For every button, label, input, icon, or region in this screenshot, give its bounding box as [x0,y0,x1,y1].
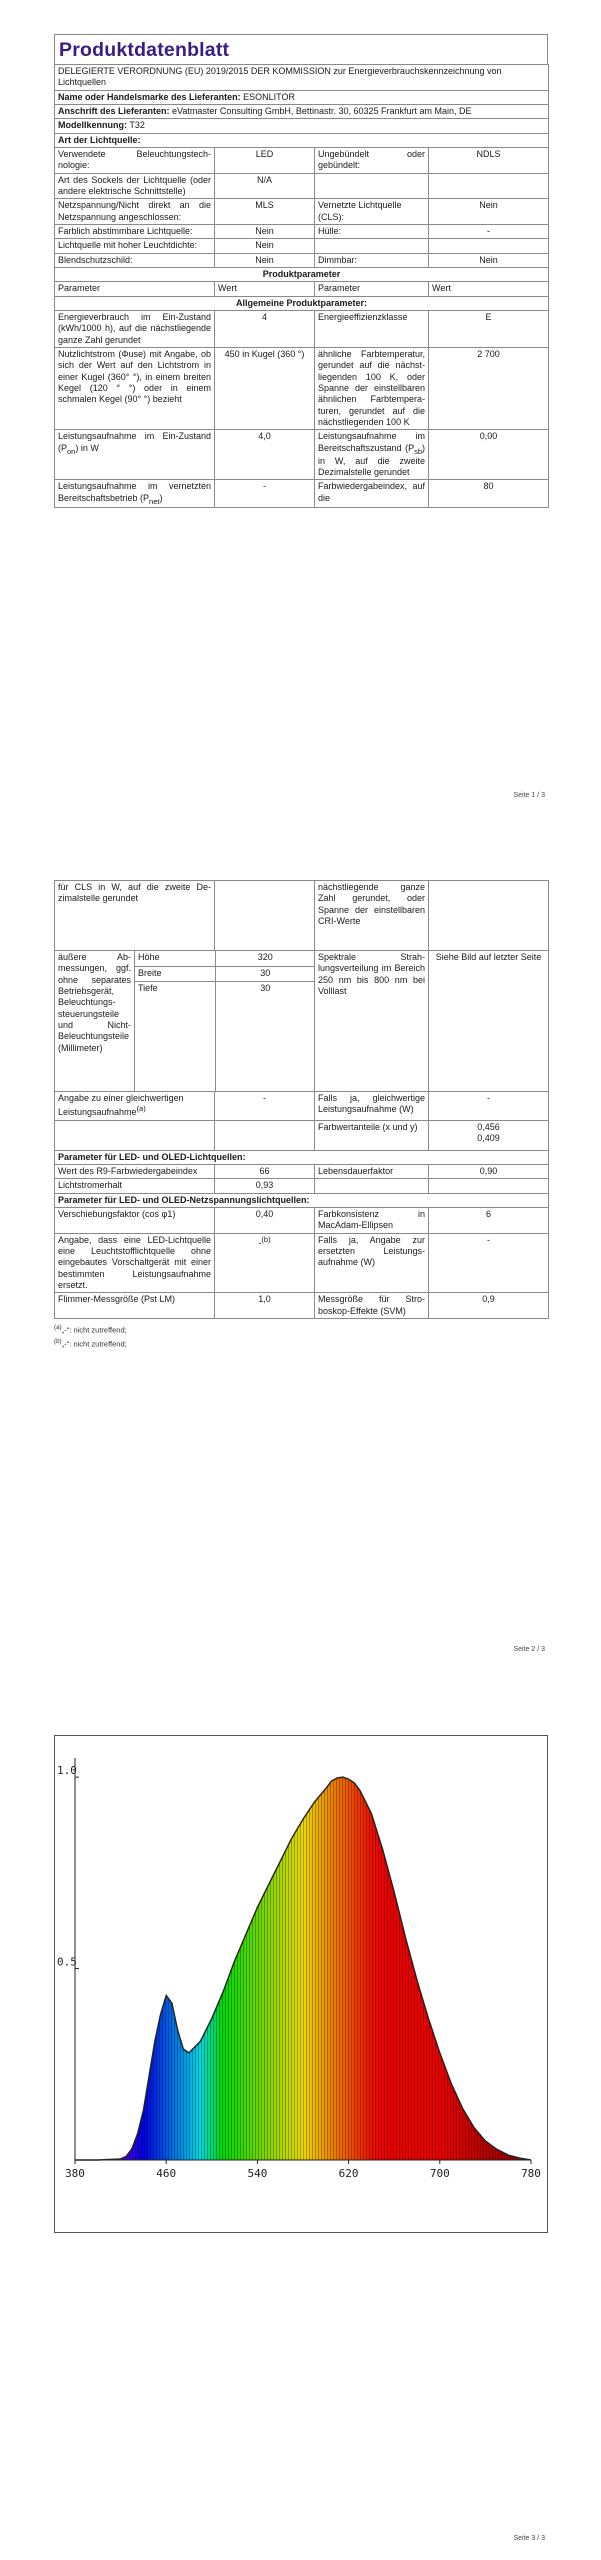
table-row: Netzspannung/Nicht direkt an die Netzspannung angeschlossen: MLS Vernetzte Lichtquelle (CLS): Nein [55,199,549,225]
datasheet-table-1 [54,64,549,508]
product-params-heading: Produktparameter [55,267,549,281]
model-id: Modellkennung: T32 [55,119,549,133]
led-params-heading: Parameter für LED- und OLED-Lichtquellen: [55,1150,549,1164]
general-params-heading: Allgemeine Produktparameter: [55,296,549,310]
table-row: Verschiebungsfaktor (cos φ1) 0,40 Farbkonsistenz in MacAdam-Ellipsen 6 [55,1207,549,1233]
supplier-address: Anschrift des Lieferanten: eVatmaster Consulting GmbH, Bettinastr. 30, 60325 Frankfurt am Main, DE [55,104,549,118]
page-number: Seite 1 / 3 [513,792,545,799]
table-row: Lichtstromerhalt 0,93 [55,1179,549,1193]
x-tick-label: 540 [247,2167,268,2180]
table-row: Angabe, dass eine LED-Lichtquelle eine Leuchtstofflichtquelle ohne eingebautes Vorschaltgerät mit einer bestimmten Leistungsaufnahme ersetzt. -$^{(b)}$ Falls ja, Angabe zur ersetzten Leistungsaufnahme (W) - [55,1233,549,1293]
table-row: Farblich abstimmbare Lichtquelle: Nein Hülle: - [55,224,549,238]
column-header-row: Parameter Wert Parameter Wert [55,282,549,296]
table-row: für CLS in W, auf die zweite Dezimalstelle gerundet nächstliegende ganze Zahl gerundet, oder Spanne der einstellbaren CRI-Werte [55,881,549,951]
table-row: Leistungsaufnahme im Ein-Zustand $(P_{on})$ in W 4,0 Leistungsaufnahme im Bereitschaftszustand $(P_{sb})$ in W, auf die zweite Dezimalstelle gerundet 0,00 [55,430,549,480]
table-row: Flimmer-Messgröße (Pst LM) 1,0 Messgröße für Stroboskop-Effekte (SVM) 0,9 [55,1293,549,1319]
page-3 [0,1735,601,2560]
page-number: Seite 3 / 3 [513,2535,545,2542]
dimensions-label: äußere Abmessungen, ggf. ohne separates Betriebsgerät, Beleuchtungssteuerungsteile und Nicht-Beleuchtungsteile (Millimeter) [55,951,135,1092]
spectral-distribution-chart [54,1735,548,2233]
datasheet-page-1 [54,34,548,508]
table-row: Leistungsaufnahme im vernetzten Bereitschaftsbetrieb $(P_{net})$ - Farbwiedergabeindex, auf die 80 [55,480,549,508]
supplier-name: Name oder Handelsmarke des Lieferanten: ESONLITOR [55,90,549,104]
spectrum-svg [55,1736,549,2234]
x-tick-label: 780 [521,2167,541,2180]
table-row: äußere Abmessungen, ggf. ohne separates Betriebsgerät, Beleuchtungssteuerungsteile und Nicht-Beleuchtungsteile (Millimeter) Höhe 320 Breite 30 Tiefe 30 Spektrale Strahlungsverteilung im Bereich 250 nm bis 800 nm bei Volllast Siehe Bild auf letzter Seite [55,951,549,1092]
table-row: Nutzlichtstrom (Φuse) mit Angabe, ob sich der Wert auf den Lichtstrom in einer Kugel (360° °), in einem breiten Kegel (120 ° °) oder in einem schmalen Kegel (90° °) bezieht 450 in Kugel (360 °) ähnliche Farbtemperatur, gerundet auf die nächstliegenden 100 K, oder Spanne der einstellbaren ähnlichen Farbtemperaturen, gerundet auf die nächstliegenden 100 K 2 700 [55,347,549,429]
table-row: Angabe zu einer gleichwertigen Leistungsaufnahme$^{(a)}$ - Falls ja, gleichwertige Leistungsaufnahme (W) - [55,1092,549,1121]
table-row: Energieverbrauch im Ein-Zustand (kWh/1000 h), auf die nächstliegende ganze Zahl gerundet 4 Energieeffizienzklasse E [55,310,549,347]
table-row: Farbwertanteile (x und y) 0,456 0,409 [55,1120,549,1150]
footnotes [54,1323,548,1352]
mains-params-heading: Parameter für LED- und OLED-Netzspannungslichtquellen: [55,1193,549,1207]
table-row: Lichtquelle mit hoher Leuchtdichte: Nein [55,239,549,253]
page-1 [0,0,601,820]
datasheet-table-2 [54,880,549,1319]
footnote-a: $^{(a)}$„-": nicht zutreffend; [54,1323,127,1335]
table-row: Verwendete Beleuchtungstechnologie: LED Ungebündelt oder gebündelt: NDLS [55,147,549,173]
y-tick-label: 0.5 [57,1955,77,1969]
spectrum-hatching [75,1777,531,2160]
x-tick-label: 380 [65,2167,85,2180]
light-source-type-heading: Art der Lichtquelle: [55,133,549,147]
regulation-text: DELEGIERTE VERORDNUNG (EU) 2019/2015 DER KOMMISSION zur Energieverbrauchskennzeichnung von Lichtquellen [55,65,549,91]
table-row: Blendschutzschild: Nein Dimmbar: Nein [55,253,549,267]
table-row: Wert des R9-Farbwiedergabeindex 66 Lebensdauerfaktor 0,90 [55,1164,549,1178]
footnote-b: $^{(b)}$„-": nicht zutreffend; [54,1338,127,1349]
datasheet-page-2 [54,880,548,1351]
datasheet-title: Produktdatenblatt [54,34,548,64]
page-2 [0,880,601,1670]
x-tick-label: 620 [338,2167,359,2180]
dimensions-subtable: Höhe 320 Breite 30 Tiefe 30 [135,951,315,1092]
y-tick-label: 1.0 [57,1764,77,1778]
x-tick-label: 460 [156,2167,177,2180]
page-number: Seite 2 / 3 [513,1646,545,1653]
table-row: Art des Sockels der Lichtquelle (oder andere elektrische Schnittstelle) N/A [55,173,549,199]
x-tick-label: 700 [429,2167,450,2180]
